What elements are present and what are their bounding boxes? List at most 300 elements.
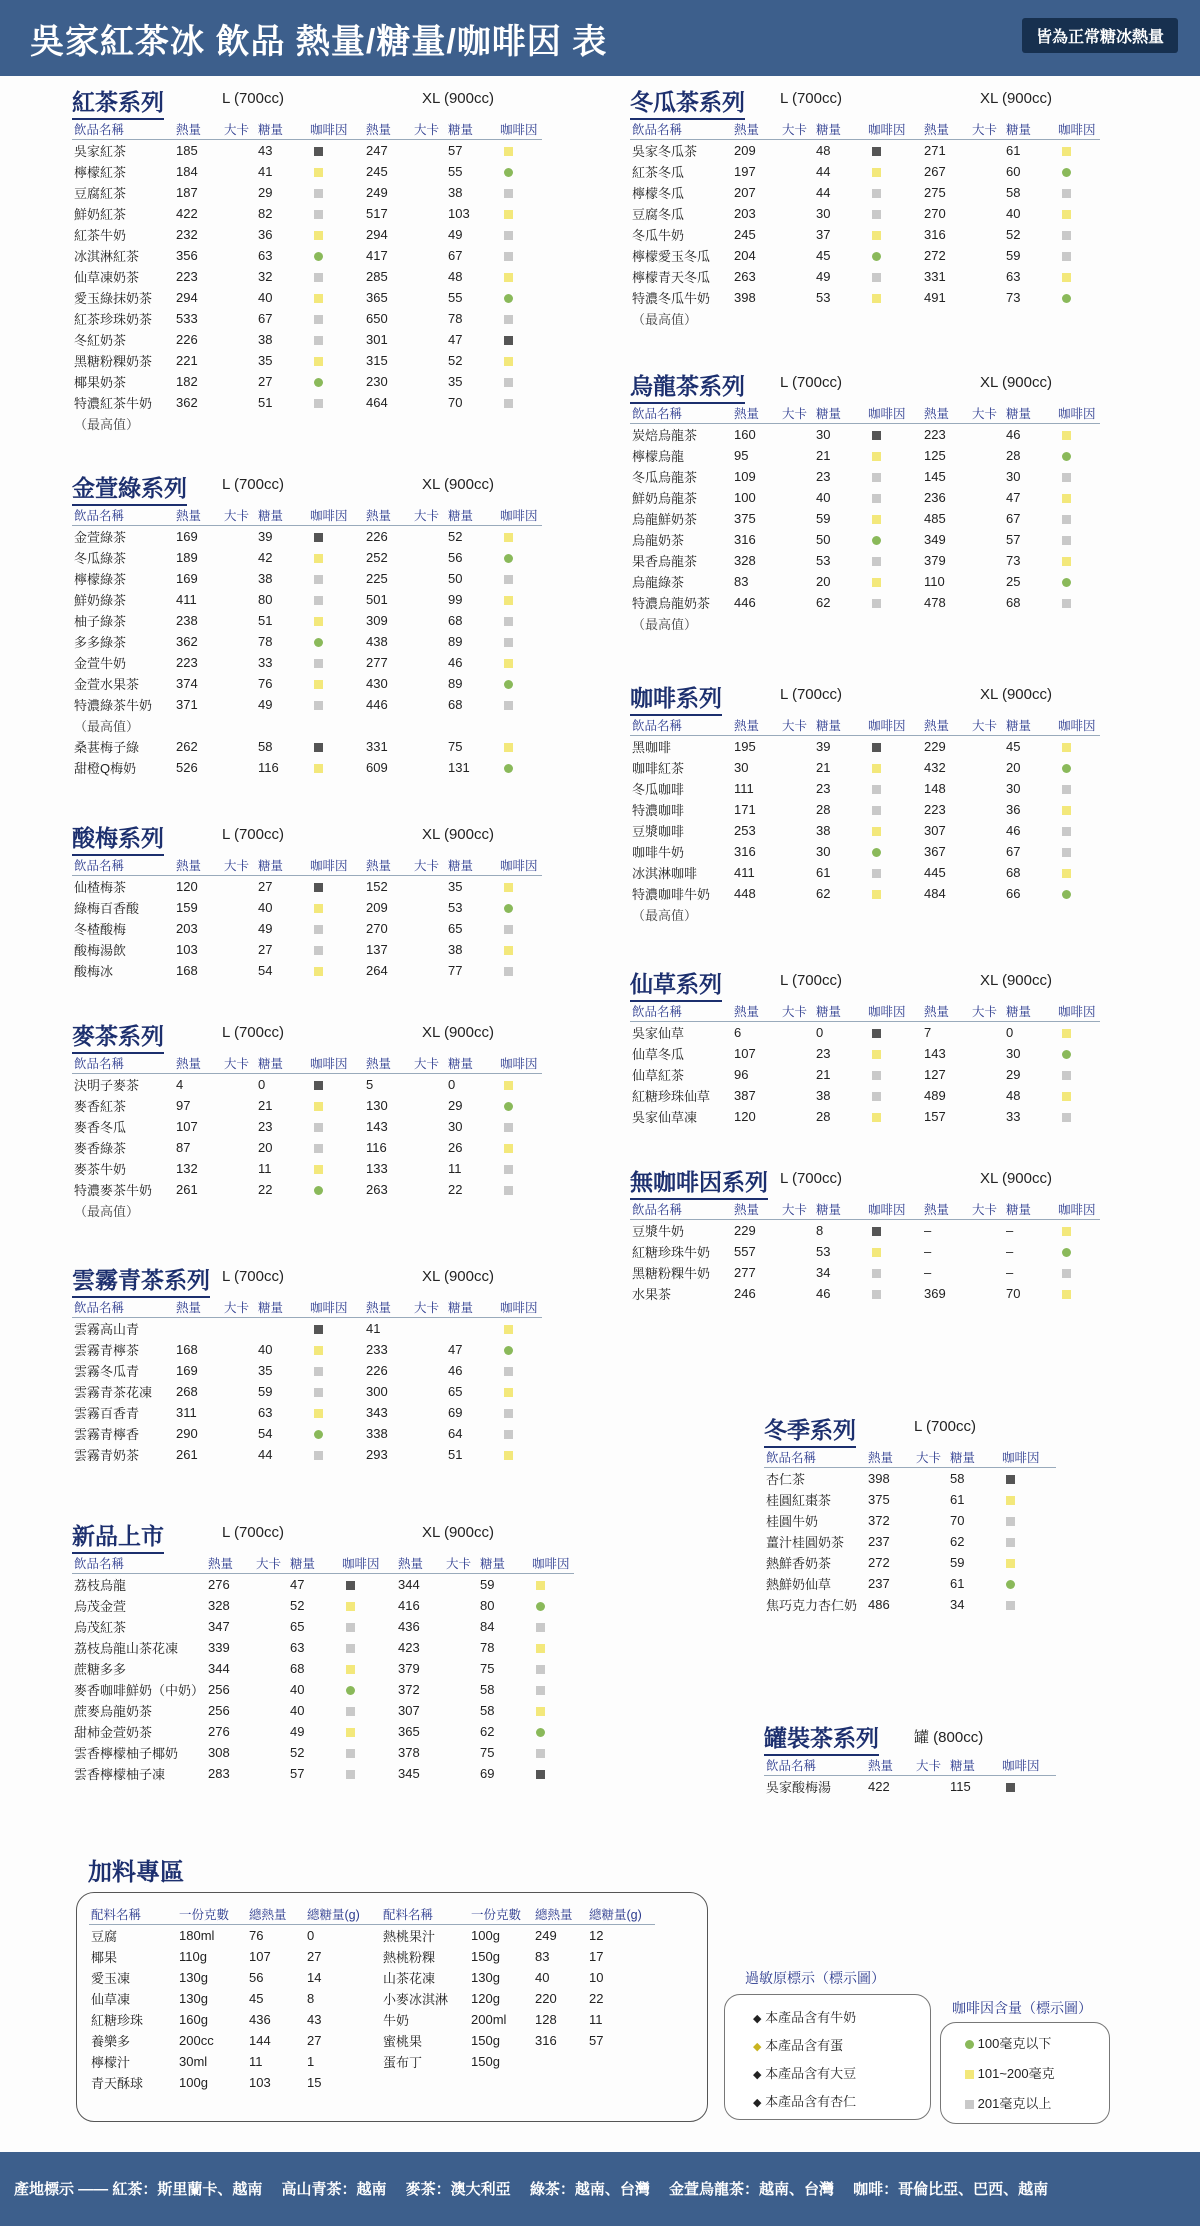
value-cell xyxy=(288,1721,340,1742)
value-cell xyxy=(498,1158,542,1179)
table-row xyxy=(72,287,542,308)
value-cell xyxy=(308,1444,364,1465)
value-cell xyxy=(364,694,412,715)
value-cell xyxy=(256,1444,308,1465)
table-header xyxy=(630,1198,1100,1220)
drink-value: 30 xyxy=(448,1119,463,1134)
column-header: 熱量 xyxy=(174,504,222,526)
drink-value: 316 xyxy=(734,844,756,859)
caffeine-marker-icon xyxy=(314,883,323,892)
value-cell xyxy=(1000,1510,1056,1531)
drink-value: 30 xyxy=(816,844,831,859)
value-cell xyxy=(732,161,780,182)
value-cell xyxy=(1056,1241,1100,1262)
value-cell xyxy=(922,445,970,466)
section-header xyxy=(72,1518,574,1552)
caffeine-marker-icon xyxy=(504,231,513,240)
value-cell xyxy=(866,736,922,758)
value-cell xyxy=(254,1637,288,1658)
drink-value: 52 xyxy=(1006,227,1021,242)
value-cell xyxy=(174,1179,222,1200)
column-header: 大卡 xyxy=(970,1198,1004,1220)
table-row xyxy=(89,1967,655,1988)
caffeine-marker-icon xyxy=(1006,1559,1015,1568)
drink-name: 金萱牛奶 xyxy=(74,656,127,671)
caffeine-marker-icon xyxy=(314,1367,323,1376)
drink-value: 464 xyxy=(366,395,388,410)
drink-value: 23 xyxy=(258,1119,273,1134)
value-cell xyxy=(206,1742,254,1763)
drink-name: 仙草冬瓜 xyxy=(632,1047,685,1062)
name-cell xyxy=(630,862,732,883)
drink-value: 40 xyxy=(290,1703,305,1718)
value-cell xyxy=(866,445,922,466)
name-cell xyxy=(72,1595,206,1616)
caffeine-marker-icon xyxy=(1062,147,1071,156)
column-header: 熱量 xyxy=(922,714,970,736)
name-cell xyxy=(72,736,174,757)
value-cell xyxy=(498,182,542,203)
value-cell xyxy=(732,862,780,883)
value-cell xyxy=(498,631,542,652)
table-row xyxy=(72,1074,542,1096)
caffeine-marker-icon xyxy=(504,273,513,282)
column-header: 飲品名稱 xyxy=(764,1754,866,1776)
caffeine-marker-icon xyxy=(314,1430,323,1439)
drink-value: 55 xyxy=(448,290,463,305)
value-cell xyxy=(256,182,308,203)
value-cell xyxy=(866,550,922,571)
value-cell xyxy=(174,631,222,652)
caffeine-marker-icon xyxy=(872,869,881,878)
name-cell xyxy=(72,589,174,610)
column-header: 熱量 xyxy=(732,402,780,424)
name-cell xyxy=(72,1179,174,1200)
value-cell xyxy=(256,308,308,329)
drink-value: 517 xyxy=(366,206,388,221)
table-row xyxy=(72,939,542,960)
value-cell xyxy=(412,876,446,898)
drink-value: 230 xyxy=(366,374,388,389)
caffeine-marker-icon xyxy=(872,1290,881,1299)
name-cell xyxy=(72,1679,206,1700)
drink-name: 鮮奶烏龍茶 xyxy=(632,491,698,506)
table-row xyxy=(764,1489,1056,1510)
drink-value: 58 xyxy=(480,1703,495,1718)
drink-value: 478 xyxy=(924,595,946,610)
caffeine-marker-icon xyxy=(1062,1071,1071,1080)
value-cell xyxy=(866,529,922,550)
value-cell xyxy=(530,1700,574,1721)
name-cell xyxy=(72,939,174,960)
caffeine-marker-icon xyxy=(872,494,881,503)
value-cell xyxy=(970,571,1004,592)
column-header: 飲品名稱 xyxy=(72,118,174,140)
value-cell xyxy=(174,308,222,329)
drink-name: 蔗麥烏龍奶茶 xyxy=(74,1704,153,1719)
drink-name: 金萱水果茶 xyxy=(74,677,140,692)
caffeine-marker-icon xyxy=(314,231,323,240)
drink-value: 195 xyxy=(734,739,756,754)
caffeine-marker-icon xyxy=(314,1409,323,1418)
value-cell xyxy=(866,1776,914,1798)
value-cell xyxy=(1004,550,1056,571)
table-header xyxy=(72,1052,542,1074)
caffeine-marker-icon xyxy=(872,515,881,524)
value-cell xyxy=(222,161,256,182)
drink-value: 63 xyxy=(1006,269,1021,284)
size-xl-label: XL (900cc) xyxy=(422,826,494,843)
value-cell xyxy=(970,1262,1004,1283)
drink-name: 特濃紅茶牛奶 xyxy=(74,396,153,411)
drink-value: 371 xyxy=(176,697,198,712)
value-cell xyxy=(412,350,446,371)
caffeine-marker-icon xyxy=(504,533,513,542)
column-header: 咖啡因 xyxy=(530,1552,574,1574)
drink-value: 379 xyxy=(924,553,946,568)
drink-value: 73 xyxy=(1006,290,1021,305)
caffeine-marker-icon xyxy=(1062,557,1071,566)
value-cell xyxy=(914,1510,948,1531)
drink-value: 189 xyxy=(176,550,198,565)
value-cell xyxy=(412,897,446,918)
value-cell xyxy=(412,329,446,350)
addon-cell: 10 xyxy=(589,1970,604,1985)
value-cell xyxy=(256,918,308,939)
value-cell xyxy=(174,224,222,245)
caffeine-marker-icon xyxy=(1062,168,1071,177)
value-cell xyxy=(396,1595,444,1616)
drink-value: 27 xyxy=(258,879,273,894)
value-cell xyxy=(174,736,222,757)
value-cell xyxy=(1004,799,1056,820)
value-cell xyxy=(866,757,922,778)
addon-cell: 12 xyxy=(589,1928,604,1943)
value-cell xyxy=(732,203,780,224)
value-cell xyxy=(732,1283,780,1304)
drink-value: 226 xyxy=(366,1363,388,1378)
drink-value: 197 xyxy=(734,164,756,179)
value-cell xyxy=(308,1137,364,1158)
column-header: 熱量 xyxy=(206,1552,254,1574)
value-cell xyxy=(174,897,222,918)
column-header: 大卡 xyxy=(780,1000,814,1022)
value-cell xyxy=(1004,487,1056,508)
caffeine-marker-icon xyxy=(1006,1580,1015,1589)
origin-note: 產地標示 —— 紅茶：斯里蘭卡、越南 高山青茶：越南 麥茶：澳大利亞 綠茶：越南、台灣 金萱烏龍茶：越南、台灣 咖啡：哥倫比亞、巴西、越南 xyxy=(14,2181,1049,2198)
name-cell xyxy=(630,487,732,508)
table-row xyxy=(72,1116,542,1137)
value-cell xyxy=(970,140,1004,162)
legend-item: ◆ 本產品含有牛奶 xyxy=(753,2010,857,2025)
caffeine-marker-icon xyxy=(1062,827,1071,836)
value-cell xyxy=(222,392,256,413)
drink-value: 275 xyxy=(924,185,946,200)
caffeine-marker-icon xyxy=(314,946,323,955)
value-cell xyxy=(814,287,866,308)
addon-cell: 14 xyxy=(307,1970,322,1985)
column-header: 咖啡因 xyxy=(498,1052,542,1074)
value-cell xyxy=(1056,1064,1100,1085)
size-xl-label: XL (900cc) xyxy=(980,686,1052,703)
addon-cell: 130g xyxy=(179,1991,208,2006)
drink-value: 75 xyxy=(480,1661,495,1676)
drink-value: 22 xyxy=(258,1182,273,1197)
value-cell xyxy=(446,526,498,548)
value-cell xyxy=(222,287,256,308)
table-header xyxy=(72,504,542,526)
value-cell xyxy=(222,960,256,981)
value-cell xyxy=(970,487,1004,508)
drink-value: 271 xyxy=(924,143,946,158)
value-cell xyxy=(922,1262,970,1283)
value-cell xyxy=(308,631,364,652)
value-cell xyxy=(1004,736,1056,758)
drink-name: 酸梅冰 xyxy=(74,964,114,979)
drink-value: 229 xyxy=(734,1223,756,1238)
value-cell xyxy=(1004,203,1056,224)
table-header xyxy=(89,1903,655,1925)
table-row xyxy=(72,245,542,266)
value-cell xyxy=(498,694,542,715)
value-cell xyxy=(866,1262,922,1283)
value-cell xyxy=(1004,820,1056,841)
column-header: 咖啡因 xyxy=(308,1052,364,1074)
value-cell xyxy=(396,1679,444,1700)
value-cell xyxy=(340,1637,396,1658)
value-cell xyxy=(364,1402,412,1423)
name-cell xyxy=(764,1594,866,1615)
drink-value: 87 xyxy=(176,1140,191,1155)
value-cell xyxy=(732,571,780,592)
value-cell xyxy=(732,224,780,245)
value-cell xyxy=(256,224,308,245)
value-cell xyxy=(478,1637,530,1658)
value-cell xyxy=(396,1616,444,1637)
caffeine-marker-icon xyxy=(872,785,881,794)
value-cell xyxy=(970,1043,1004,1064)
addon-cell: 蜜桃果 xyxy=(383,2034,423,2049)
name-cell xyxy=(630,508,732,529)
value-cell xyxy=(970,529,1004,550)
column-header: 熱量 xyxy=(364,504,412,526)
addon-cell: 200ml xyxy=(471,2012,507,2027)
addon-cell: 8 xyxy=(307,1991,315,2006)
value-cell xyxy=(814,1085,866,1106)
value-cell xyxy=(174,610,222,631)
caffeine-marker-icon xyxy=(536,1707,545,1716)
caffeine-marker-icon xyxy=(314,1186,323,1195)
value-cell xyxy=(446,960,498,981)
value-cell xyxy=(446,245,498,266)
value-cell xyxy=(396,1658,444,1679)
drink-value: 261 xyxy=(176,1447,198,1462)
drink-value: 107 xyxy=(176,1119,198,1134)
drink-name: 麥香紅茶 xyxy=(74,1099,127,1114)
drink-value: 68 xyxy=(1006,865,1021,880)
value-cell xyxy=(866,778,922,799)
value-cell xyxy=(308,350,364,371)
table-row xyxy=(72,1339,542,1360)
drink-value: 68 xyxy=(448,613,463,628)
drink-value: 48 xyxy=(448,269,463,284)
name-cell xyxy=(72,757,174,778)
drink-value: 169 xyxy=(176,1363,198,1378)
value-cell xyxy=(732,487,780,508)
name-cell xyxy=(72,350,174,371)
drink-value: 209 xyxy=(366,900,388,915)
addon-cell: 83 xyxy=(535,1949,550,1964)
table-header xyxy=(630,402,1100,424)
value-cell xyxy=(1056,571,1100,592)
name-cell xyxy=(764,1552,866,1573)
drink-name: 熱鮮香奶茶 xyxy=(766,1556,832,1571)
caffeine-marker-icon xyxy=(314,252,323,261)
caffeine-marker-icon xyxy=(872,452,881,461)
value-cell xyxy=(446,736,498,757)
value-cell xyxy=(256,1095,308,1116)
drink-value: 168 xyxy=(176,1342,198,1357)
drink-value: 261 xyxy=(176,1182,198,1197)
value-cell xyxy=(412,308,446,329)
column-header: 咖啡因 xyxy=(498,504,542,526)
value-cell xyxy=(970,1283,1004,1304)
value-cell xyxy=(446,182,498,203)
value-cell xyxy=(498,736,542,757)
table-row xyxy=(72,1402,542,1423)
value-cell xyxy=(780,203,814,224)
caffeine-marker-icon xyxy=(346,1686,355,1695)
caffeine-marker-icon xyxy=(1006,1475,1015,1484)
value-cell xyxy=(814,161,866,182)
name-cell xyxy=(630,799,732,820)
table-row xyxy=(72,1679,574,1700)
value-cell xyxy=(478,1658,530,1679)
column-header: 熱量 xyxy=(732,1000,780,1022)
drink-value: 40 xyxy=(1006,206,1021,221)
addon-cell: 160g xyxy=(179,2012,208,2027)
drink-value: 557 xyxy=(734,1244,756,1259)
drink-name: 椰果奶茶 xyxy=(74,375,127,390)
drink-value: 99 xyxy=(448,592,463,607)
drink-value: 40 xyxy=(258,900,273,915)
name-cell xyxy=(764,1510,866,1531)
value-cell xyxy=(222,1318,256,1340)
column-header: 熱量 xyxy=(174,1296,222,1318)
value-cell xyxy=(256,1116,308,1137)
column-header: 糖量 xyxy=(814,118,866,140)
drink-value: 416 xyxy=(398,1598,420,1613)
drink-value: 169 xyxy=(176,571,198,586)
value-cell xyxy=(254,1721,288,1742)
value-cell xyxy=(254,1574,288,1596)
drink-value: 223 xyxy=(176,269,198,284)
value-cell xyxy=(780,820,814,841)
value-cell xyxy=(222,757,256,778)
value-cell xyxy=(922,466,970,487)
value-cell xyxy=(498,1339,542,1360)
table-row xyxy=(72,589,542,610)
value-cell xyxy=(206,1595,254,1616)
drink-value: 80 xyxy=(480,1598,495,1613)
caffeine-marker-icon xyxy=(504,1325,513,1334)
column-header: 飲品名稱 xyxy=(764,1446,866,1468)
value-cell xyxy=(498,308,542,329)
name-cell xyxy=(630,757,732,778)
caffeine-marker-icon xyxy=(314,967,323,976)
max-note: （最高值） xyxy=(74,719,140,734)
caffeine-marker-icon xyxy=(504,1367,513,1376)
value-cell xyxy=(446,1095,498,1116)
value-cell xyxy=(1056,287,1100,308)
drink-value: 75 xyxy=(480,1745,495,1760)
addon-cell: 130g xyxy=(471,1970,500,1985)
drink-value: 0 xyxy=(258,1077,266,1092)
caffeine-marker-icon xyxy=(536,1644,545,1653)
section-header xyxy=(630,1164,1100,1198)
value-cell xyxy=(478,1679,530,1700)
value-cell xyxy=(364,1423,412,1444)
value-cell xyxy=(288,1679,340,1700)
legend-item: 100毫克以下 xyxy=(961,2033,1051,2052)
drink-value: – xyxy=(924,1223,932,1238)
value-cell xyxy=(1056,592,1100,613)
value-cell xyxy=(412,1423,446,1444)
value-cell xyxy=(364,1444,412,1465)
allergen-legend xyxy=(724,1994,931,2120)
table-row xyxy=(764,1594,1056,1615)
drink-name: 吳家冬瓜茶 xyxy=(632,144,698,159)
value-cell xyxy=(498,1116,542,1137)
drink-name: 吳家紅茶 xyxy=(74,144,127,159)
value-cell xyxy=(412,161,446,182)
value-cell xyxy=(340,1700,396,1721)
value-cell xyxy=(308,1381,364,1402)
value-cell xyxy=(1056,736,1100,758)
value-cell xyxy=(970,445,1004,466)
name-cell xyxy=(630,424,732,446)
value-cell xyxy=(498,876,542,898)
value-cell xyxy=(866,799,922,820)
column-header: 咖啡因 xyxy=(498,854,542,876)
value-cell xyxy=(308,652,364,673)
drink-value: 84 xyxy=(480,1619,495,1634)
size-l-label: L (700cc) xyxy=(780,90,842,107)
value-cell xyxy=(364,161,412,182)
addon-cell: 40 xyxy=(535,1970,550,1985)
drink-name: 咖啡牛奶 xyxy=(632,845,685,860)
value-cell xyxy=(1056,1085,1100,1106)
value-cell xyxy=(970,550,1004,571)
addon-cell: 仙草凍 xyxy=(91,1992,131,2007)
addon-cell: 56 xyxy=(249,1970,264,1985)
name-cell xyxy=(72,182,174,203)
addon-cell: 110g xyxy=(179,1949,207,1964)
drink-value: 28 xyxy=(816,802,831,817)
drink-value: 52 xyxy=(290,1598,305,1613)
value-cell xyxy=(866,1594,914,1615)
column-header: 大卡 xyxy=(412,854,446,876)
value-cell xyxy=(498,161,542,182)
caffeine-marker-icon xyxy=(504,294,513,303)
caffeine-marker-icon xyxy=(504,210,513,219)
value-cell xyxy=(446,140,498,162)
drink-value: 30 xyxy=(1006,1046,1021,1061)
name-cell xyxy=(630,287,732,308)
column-header: 糖量 xyxy=(1004,714,1056,736)
value-cell xyxy=(174,161,222,182)
drink-value: 89 xyxy=(448,676,463,691)
